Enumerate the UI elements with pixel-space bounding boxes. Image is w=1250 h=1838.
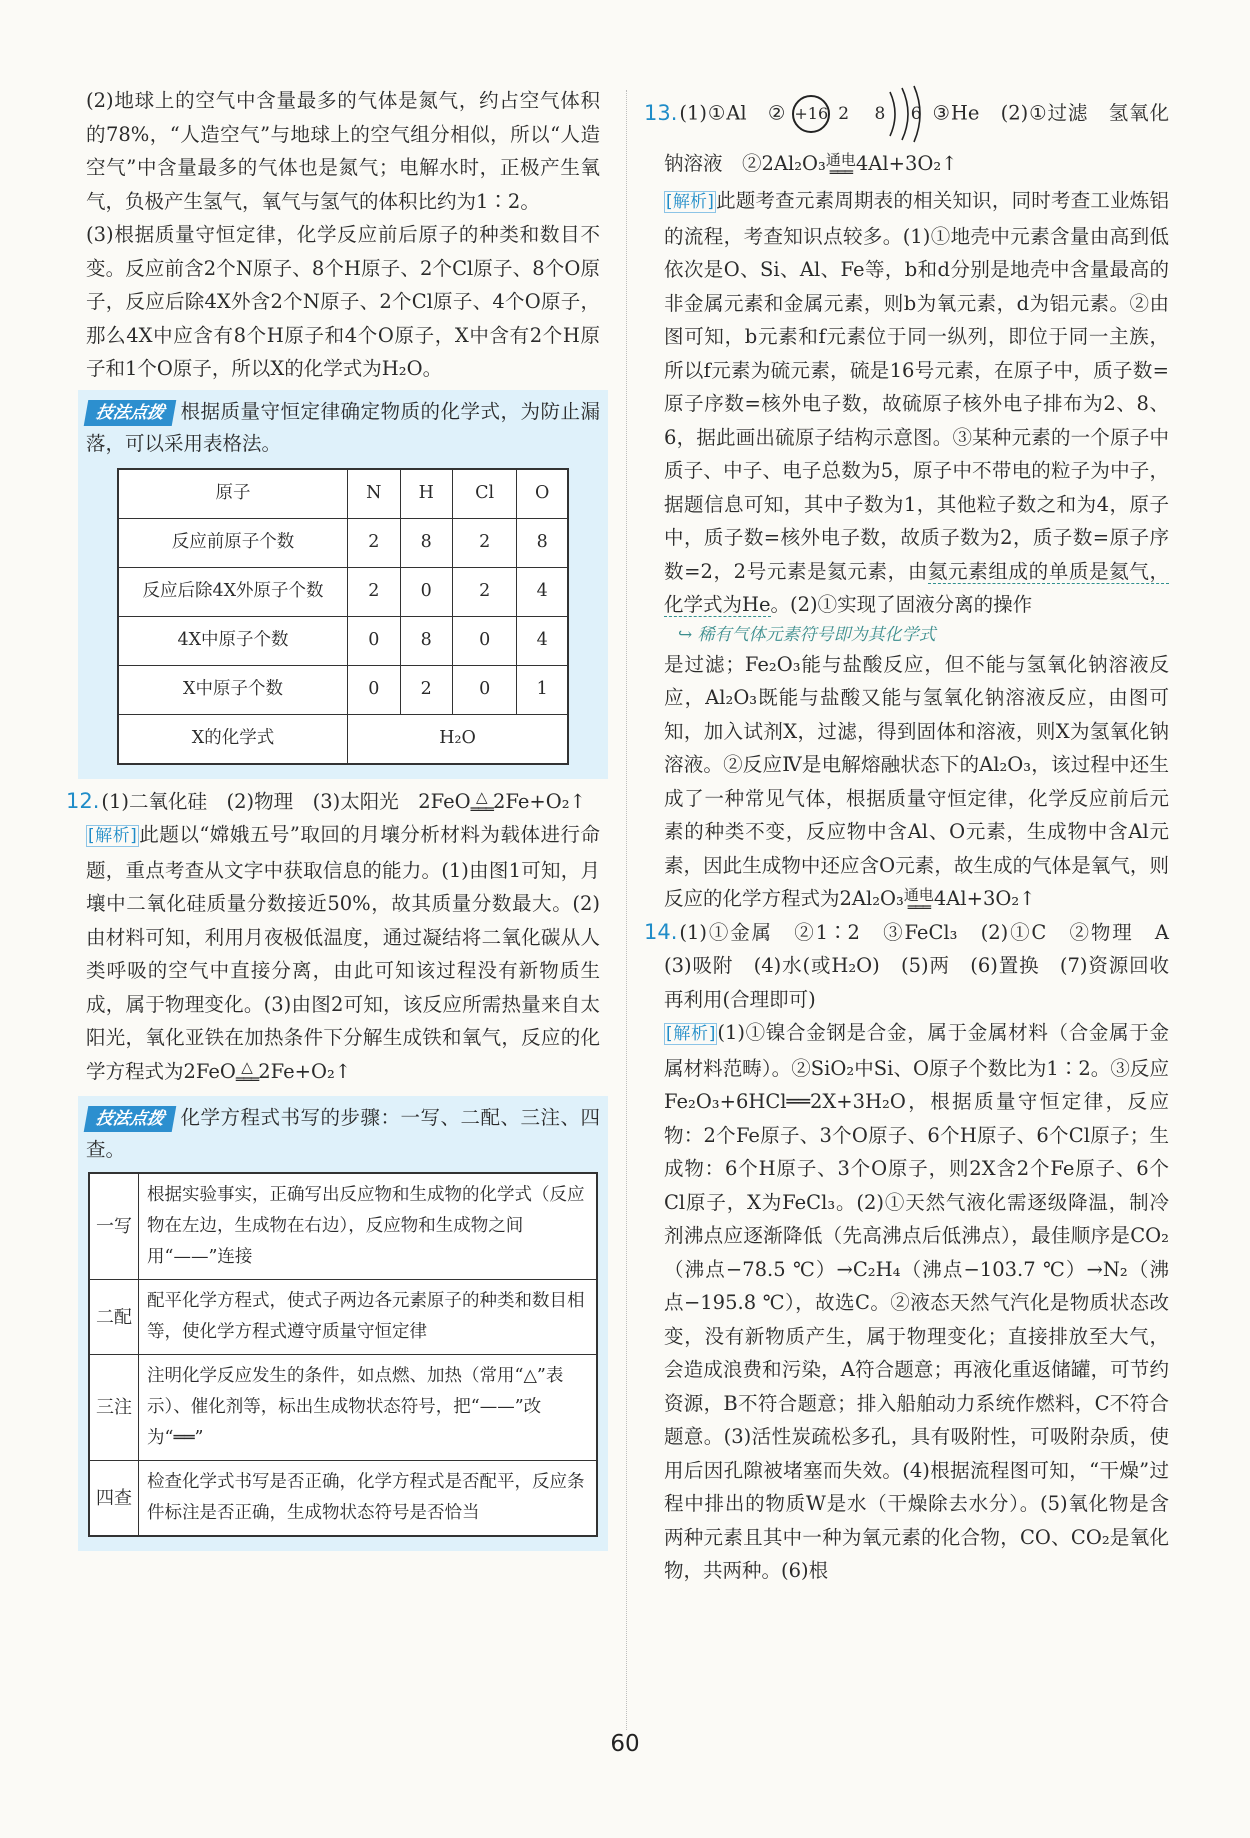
question-number: 12. bbox=[66, 788, 100, 813]
tip-badge: 技法点拨 bbox=[84, 1106, 177, 1132]
table-cell: 0 bbox=[452, 665, 516, 714]
question-13-analysis-cont bbox=[664, 648, 1169, 916]
step-desc: 配平化学方程式，使式子两边各元素原子的种类和数目相等，使化学方程式遵守质量守恒定律 bbox=[139, 1280, 598, 1355]
underlined-text: 氦元素组成的单质是氦气，化学式为He bbox=[664, 559, 1169, 616]
table-cell: 2 bbox=[452, 518, 516, 567]
table-cell: 8 bbox=[400, 616, 452, 665]
table-cell: 2 bbox=[348, 567, 401, 616]
step-label: 二配 bbox=[89, 1280, 139, 1355]
tip-text: 化学方程式书写的步骤：一写、二配、三注、四查。 bbox=[86, 1106, 600, 1161]
table-row bbox=[89, 1173, 597, 1280]
table-cell: Cl bbox=[452, 469, 516, 519]
table-cell: 0 bbox=[400, 567, 452, 616]
table-cell: 原子 bbox=[118, 469, 348, 519]
step-desc: 注明化学反应发生的条件，如点燃、加热（常用“△”表示）、催化剂等，标出生成物状态符号，把“——”改为“══” bbox=[139, 1355, 598, 1461]
table-cell: 0 bbox=[348, 665, 401, 714]
table-row bbox=[89, 1280, 597, 1355]
answer-text: (1)①Al ② bbox=[679, 101, 787, 125]
table-cell: 0 bbox=[452, 616, 516, 665]
table-cell: H₂O bbox=[348, 714, 569, 764]
table-cell: O bbox=[517, 469, 568, 519]
question-number: 13. bbox=[644, 100, 678, 125]
table-row bbox=[118, 665, 568, 714]
step-label: 一写 bbox=[89, 1173, 139, 1280]
analysis-text: 。(2)①实现了固液分离的操作 bbox=[770, 593, 1033, 616]
equation-product: 4Al+3O₂↑ bbox=[855, 152, 958, 175]
table-cell: 4 bbox=[517, 616, 568, 665]
question-13-answer bbox=[644, 84, 1169, 184]
analysis-tag: [解析] bbox=[666, 1024, 716, 1044]
equation-product: 2Fe+O₂↑ bbox=[258, 1059, 352, 1083]
column-divider bbox=[626, 90, 627, 1730]
electrolysis-condition: 通电 ═══ bbox=[903, 885, 934, 916]
table-cell: 4X中原子个数 bbox=[118, 616, 348, 665]
step-label: 三注 bbox=[89, 1355, 139, 1461]
tip-badge: 技法点拨 bbox=[84, 400, 177, 426]
table-row bbox=[89, 1461, 597, 1537]
question-number: 14. bbox=[644, 919, 678, 944]
question-12-answer bbox=[66, 785, 600, 819]
table-header-row bbox=[118, 469, 568, 519]
answer-paragraph-3: (3)根据质量守恒定律，化学反应前后原子的种类和数目不变。反应前含2个N原子、8个H原子、2个Cl原子、8个O原子，反应后除4X外含2个N原子、2个Cl原子、4个O原子，那么4X中应含有8个H原子和4个O原子，X中含有2个H原子和1个O原子，所以X的化学式为H₂O。 bbox=[86, 223, 600, 380]
tip-box-1 bbox=[78, 390, 608, 779]
analysis-text: 此题考查元素周期表的相关知识，同时考查工业炼铝的流程，考查知识点较多。(1)①地壳中元素含量由高到低依次是O、Si、Al、Fe等，b和d分别是地壳中含量最高的非金属元素和金属元素，则b为氧元素，d为铝元素。②由图可知，b元素和f元素位于同一纵列，即位于同一主族，所以f元素为硫元素，硫是16号元素，在原子中，质子数=原子序数=核外电子数，故硫原子核外电子排布为2、8、6，据此画出硫原子结构示意图。③某种元素的一个原子中质子、中子、电子总数为5，原子中不带电的粒子为中子，据题信息可知，其中子数为1，其他粒子数之和为4，原子中，质子数=核外电子数，故质子数为2，质子数=原子序数=2，2号元素是氦元素，由 bbox=[664, 189, 1169, 583]
question-14-answer bbox=[644, 916, 1189, 1017]
equation-product: 4Al+3O₂↑ bbox=[933, 887, 1036, 910]
electron-shells: 2 8 6 bbox=[838, 104, 932, 124]
nucleus: +16 bbox=[792, 95, 830, 133]
question-13-analysis bbox=[664, 184, 1169, 622]
table-cell: 2 bbox=[452, 567, 516, 616]
table-row bbox=[118, 616, 568, 665]
table-cell: 4 bbox=[517, 567, 568, 616]
tip-text: 根据质量守恒定律确定物质的化学式，为防止漏落，可以采用表格法。 bbox=[86, 399, 600, 455]
table-cell: 2 bbox=[400, 665, 452, 714]
analysis-text: 此题以“嫦娥五号”取回的月壤分析材料为载体进行命题，重点考查从文字中获取信息的能力。(1)由图1可知，月壤中二氧化硅质量分数接近50%，故其质量分数最大。(2)由材料可知，利用月夜极低温度，通过凝结将二氧化碳从人类呼吸的空气中直接分离，由此可知该过程没有新物质生成，属于物理变化。(3)由图2可知，该反应所需热量来自太阳光，氧化亚铁在加热条件下分解生成铁和氧气，反应的化学方程式为2FeO bbox=[86, 823, 600, 1083]
page-number: 60 bbox=[610, 1731, 640, 1757]
shell-arcs-icon bbox=[886, 84, 926, 144]
tip-box-2 bbox=[78, 1096, 608, 1551]
handwritten-note: ↪ 稀有气体元素符号即为其化学式 bbox=[678, 624, 936, 645]
electrolysis-condition: 通电 ═══ bbox=[825, 150, 856, 181]
heating-condition: △ ═══ bbox=[235, 1058, 259, 1088]
analysis-tag: [解析] bbox=[88, 826, 137, 846]
analysis-tag: [解析] bbox=[666, 192, 714, 212]
heating-condition: △ ═══ bbox=[470, 788, 493, 818]
table-cell: H bbox=[400, 469, 452, 519]
table-row bbox=[118, 518, 568, 567]
table-row bbox=[89, 1355, 597, 1461]
table-cell: X的化学式 bbox=[118, 714, 348, 764]
analysis-text: 是过滤；Fe₂O₃能与盐酸反应，但不能与氢氧化钠溶液反应，Al₂O₃既能与盐酸又能与氢氧化钠溶液反应，由图可知，加入试剂X，过滤，得到固体和溶液，则X为氢氧化钠溶液。②反应Ⅳ是电解熔融状态下的Al₂O₃，该过程中还生成了一种常见气体，根据质量守恒定律，化学反应前后元素的种类不变，反应物中含Al、O元素，生成物中含Al元素，因此生成物中还应含O元素，故生成的气体是氧气，则反应的化学方程式为2Al₂O₃ bbox=[664, 652, 1169, 910]
left-column bbox=[66, 84, 600, 1557]
sulfur-atom-diagram bbox=[792, 84, 932, 144]
equation-product: 2Fe+O₂↑ bbox=[492, 789, 586, 813]
table-cell: N bbox=[348, 469, 401, 519]
answer-text: (1)二氧化硅 (2)物理 (3)太阳光 2FeO bbox=[101, 789, 471, 813]
table-cell: 8 bbox=[517, 518, 568, 567]
analysis-text: (1)①镍合金钢是合金，属于金属材料（合金属于金属材料范畴）。②SiO₂中Si、O原子个数比为1∶2。③反应Fe₂O₃+6HCl══2X+3H₂O，根据质量守恒定律，反应物：2个Fe原子、3个O原子、6个H原子、6个Cl原子；生成物：6个H原子、3个O原子，则2X含2个Fe原子、6个Cl原子，X为FeCl₃。(2)①天然气液化需逐级降温，制冷剂沸点应逐渐降低（先高沸点后低沸点），最佳顺序是CO₂（沸点−78.5 ℃）→C₂H₄（沸点−103.7 ℃）→N₂（沸点−195.8 ℃），故选C。②液态天然气汽化是物质状态改变，没有新物质产生，属于物理变化；直接排放至大气，会造成浪费和污染，A符合题意；再液化重返储罐，可节约资源，B不符合题意；排入船舶动力系统作燃料，C不符合题意。(3)活性炭疏松多孔，具有吸附性，可吸附杂质，使用后因孔隙被堵塞而失效。(4)根据流程图可知，“干燥”过程中排出的物质W是水（干燥除去水分）。(5)氧化物是含两种元素且其中一种为氧元素的化合物，CO、CO₂是氧化物，共两种。(6)根 bbox=[664, 1021, 1169, 1582]
table-row bbox=[118, 714, 568, 764]
atom-count-table bbox=[117, 468, 569, 765]
table-cell: 8 bbox=[400, 518, 452, 567]
step-desc: 检查化学式书写是否正确，化学方程式是否配平，反应条件标注是否正确，生成物状态符号是否恰当 bbox=[139, 1461, 598, 1537]
answer-text: ③He (2)①过滤 氢氧化钠溶液 ②2Al₂O₃ bbox=[664, 101, 1169, 175]
step-desc: 根据实验事实，正确写出反应物和生成物的化学式（反应物在左边，生成物在右边），反应物和生成物之间用“——”连接 bbox=[139, 1173, 598, 1280]
answer-text: (1)①金属 ②1∶2 ③FeCl₃ (2)①C ②物理 A (3)吸附 (4)水(或H₂O) (5)两 (6)置换 (7)资源回收再利用(合理即可) bbox=[664, 920, 1189, 1011]
equation-steps-table bbox=[88, 1172, 598, 1537]
table-row bbox=[118, 567, 568, 616]
table-cell: 0 bbox=[348, 616, 401, 665]
question-14-analysis bbox=[664, 1016, 1169, 1588]
table-cell: 反应前原子个数 bbox=[118, 518, 348, 567]
table-cell: X中原子个数 bbox=[118, 665, 348, 714]
table-cell: 2 bbox=[348, 518, 401, 567]
answer-paragraph-2: (2)地球上的空气中含量最多的气体是氮气，约占空气体积的78%，“人造空气”与地球上的空气组分相似，所以“人造空气”中含量最多的气体也是氮气；电解水时，正极产生氧气，负极产生氢气，氧气与氢气的体积比约为1∶2。 bbox=[86, 89, 600, 213]
question-12-analysis bbox=[86, 818, 600, 1088]
step-label: 四查 bbox=[89, 1461, 139, 1537]
table-cell: 反应后除4X外原子个数 bbox=[118, 567, 348, 616]
table-cell: 1 bbox=[517, 665, 568, 714]
right-column bbox=[644, 84, 1189, 1588]
